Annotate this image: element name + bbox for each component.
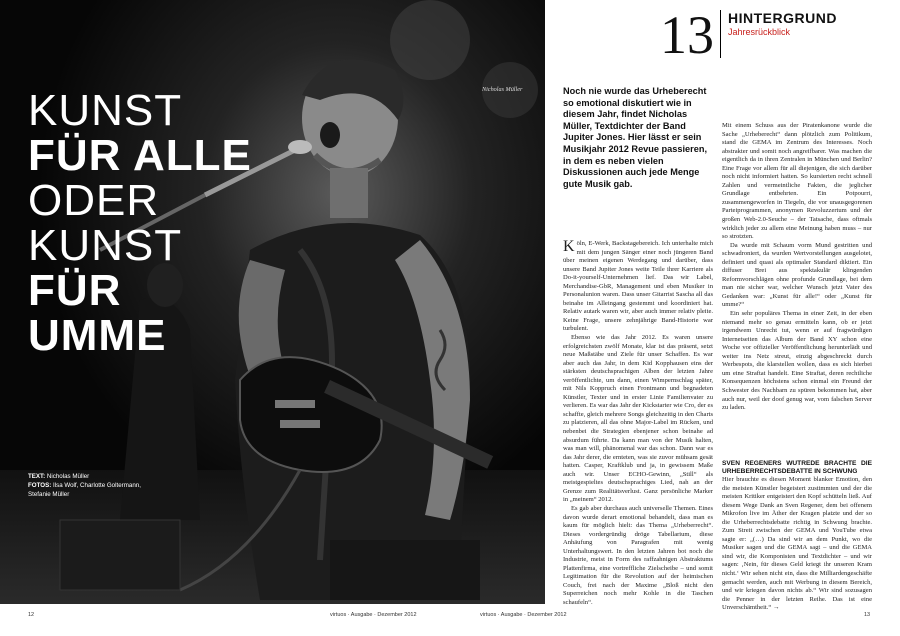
headline-line-2: FÜR ALLE xyxy=(28,131,252,180)
page-number-right: 13 xyxy=(864,612,871,618)
headline-line-3: ODER xyxy=(28,176,160,225)
col2-paragraph-2: Da wurde mit Schaum vorm Mund gestritten und schwadroniert, da wurden Wertvorstellungen ausgelotet, definiert und quasi als optimaler Standard diktiert. Ein diffuser Brei aus spektakulär klingenden Reformvorschlägen ohne profunde Grundlage, bei dem man nie sicher war, welcher Wunsch jetzt Vater des Gedanken war: „Kunst für alle!“ oder „Kunst für umme?“ xyxy=(722,241,872,309)
continue-arrow-icon: → xyxy=(772,604,780,612)
col3-paragraph-1 xyxy=(722,476,872,613)
lead-paragraph: Noch nie wurde das Urheberecht so emotional diskutiert wie in diesem Jahr, findet Nicholas Müller, Textdichter der Band Jupiter Jones. Hier lässt er sein Musikjahr 2012 Revue passieren, in dem es neben vielen Diskussionen auch jede Menge gute Musik gab. xyxy=(563,86,708,189)
headline-line-5: FÜR xyxy=(28,266,122,315)
headline-line-1: KUNST xyxy=(28,86,183,135)
section-rule xyxy=(720,10,721,58)
col2-paragraph-1: Mit einem Schuss aus der Piratenkanone wurde die Sache „Urheberecht“ dann plötzlich zum Politikum, stand die GEMA im Zentrum des Interesses. Noch abstrakter und somit noch angreifbarer. Was machen die eigentlich da in ihren Zentralen in München und Berlin? Eine Frage vor allem für all diejenigen, die sich darüber noch nicht informiert hatten. So kursierten recht schnell Zahlen und vermeintliche Fakten, die jeglicher Grundlage entbehrten. Ein Potpourri, zusammengeworfen in Tiegeln, die vor unausgegorenen Parteiprogrammen, anonymen Revoluzzertum und der großen Web-2.0-Seuche – der Tatsache, dass oftmals wirklich jeder zu allem eine Meinung haben muss – nur so strotzten. xyxy=(722,122,872,241)
footer-left: virtuos · Ausgabe · Dezember 2012 xyxy=(330,612,417,618)
col1-paragraph-3: Es gab aber durchaus auch universelle Themen. Eines davon wurde derart emotional behandelt, dass man es kaum für möglich hielt: das Thema „Urheberrecht“. Dieses vordergründig dröge Tabellarium, diese Anhäufung von Paragrafen mit wenig Unterhaltungswert. In den letzten Jahren bot noch die Industrie, meist in Form des raffzahnigen Abstraktums Plattenfirma, eine vortreffliche Zielscheibe – und somit Legitimation für die Revolution auf der heimischen Couch, frei nach der Maxime „Bloß nicht den Superreichen noch mehr Kohle in die Taschen schaufeln“. xyxy=(563,504,713,606)
col1-paragraph-1 xyxy=(563,240,713,334)
col3-paragraph-1-text: Hier brauchte es diesen Moment blanker Emotion, den die meisten Künstler begeistert zustimmten und der die meisten Kritiker entgeistert den Kopf schütteln ließ. Auf diesem Wege Dank an Sven Regener, dem bei offenem Mikrofon live im Äther der Kragen platzte und der so die Urheberrechtsdebatte richtig in Schwung brachte. Zum Streit zwischen der GEMA und YouTube etwa sagte er: „(…) Da sind wir an dem Punkt, wo die Musiker sagen und die GEMA sagt – und die GEMA sind wir, die Komponisten und Textdichter – und wir sagen: ‚Nein, für dieses Geld kriegt ihr unseren Kram nicht.‘ Wir sehen nicht ein, dass die Milliardengeschäfte gemacht werden, auch mit Werbung in diesem Bereich, und wir kriegen davon nichts ab.“ Wir sind sozusagen die Penner in der letzten Reihe. Das ist eine Unverschämtheit.“ xyxy=(722,476,872,612)
col1-paragraph-2: Ebenso wie das Jahr 2012. Es waren unsere erfolgreichsten zwölf Monate, klar ist das präsent, setzt neue Maßstäbe und Ziele für unser Schaffen. Es war aber auch das Jahr, in dem Kid Kopphausen eins der stärksten deutschsprachigen Alben der letzten Jahre veröffentlichte, um dann, einen Wimpernschlag später, mit Nils Koppruch einen Frontmann und begnadeten Künstler, Texter und in erster Linie Familienvater zu verlieren. Es war das Jahr der Kickstarter wie Cro, der es schaffte, gleich mehrere Songs gleichzeitig in den Charts zu platzieren, all das ohne Major-Label im Rücken, und nebenbei die Strategien ebenjener schon beinahe ad absurdum führte. Da kann man von der Musik halten, was man will, phänomenal war das schon. Dann war es das Jahr derer, die ernteten, was sie zuvor mühsam gesät hatten. Casper, Kraftklub und ja, in gewissem Maße auch wir. Unser ECHO-Gewinn, „Still“ als meistgespieltes deutschsprachiges Lied, nah an der Grenze zum Realitätsverlust. Ganz persönliche Marker in „meinem“ 2012. xyxy=(563,334,713,504)
article-subhead: SVEN REGENERS WUTREDE BRACHTE DIE URHEBERRECHTSDEBATTE IN SCHWUNG xyxy=(722,460,872,475)
article-column-1 xyxy=(563,240,713,608)
headline-line-6: UMME xyxy=(28,311,167,360)
headline-line-4: KUNST xyxy=(28,221,183,270)
credits-photos-authors: Ilsa Wolf, Charlotte Goltermann, Stefanie Müller xyxy=(28,482,141,498)
credits xyxy=(28,472,148,499)
section-title: HINTERGRUND xyxy=(728,10,837,26)
section-subtitle: Jahresrückblick xyxy=(728,27,791,37)
credits-photos-label: FOTOS: xyxy=(28,482,52,489)
drop-cap: K xyxy=(563,238,575,255)
article-column-2 xyxy=(722,122,872,413)
col1-paragraph-1-text: öln, E-Werk, Backstagebereich. Ich unterhalte mich mit dem jungen Sänger einer noch jüngeren Band über meinen eigenen Werdegang und darüber, dass unsere Band Jupiter Jones weite Teile ihrer Karriere als Do-it-yourself-Unternehmen lief. Das wir Label, Merchandise-GbR, Management und eben Musiker in Personalunion waren. Dass unser Gitarrist Sascha all das beinahe im Alleingang gestemmt und koordiniert hat. Relativ autark waren wir, aber auch immer relativ pleite. Keine Frage, unsere zehnjährige Band-Historie war turbulent. xyxy=(563,240,713,333)
credits-text-author: Nicholas Müller xyxy=(46,473,90,480)
col2-paragraph-3: Ein sehr populäres Thema in einer Zeit, in der eben niemand mehr so genau ermitteln kann, ob er jetzt irgendwem Unrecht tut, wenn er auf fragwürdigen Internetseiten das Album der Band XY schon eine Woche vor offizieller Veröffentlichung herunterlädt und weiter ins Netz streut, einzig abgeschreckt durch Werbespots, die klarstellen wollen, dass es sich hierbei um eine Straftat handelt. Eine Straftat, deren rechtliche Konsequenzen höchstens schon einmal ein Freund der Schwester des Nachbarn zu spüren bekommen hat, aber auch nur, weil der doof genug war, vom falschen Server zu laden. xyxy=(722,310,872,412)
credits-text-label: TEXT: xyxy=(28,473,46,480)
page-gutter xyxy=(545,0,553,604)
page-number-left: 12 xyxy=(28,612,35,618)
headline xyxy=(28,88,252,358)
photo-caption: Nicholas Müller xyxy=(482,86,523,93)
footer-right: virtuos · Ausgabe · Dezember 2012 xyxy=(480,612,567,618)
section-number: 13 xyxy=(660,5,714,65)
article-column-3 xyxy=(722,460,872,613)
